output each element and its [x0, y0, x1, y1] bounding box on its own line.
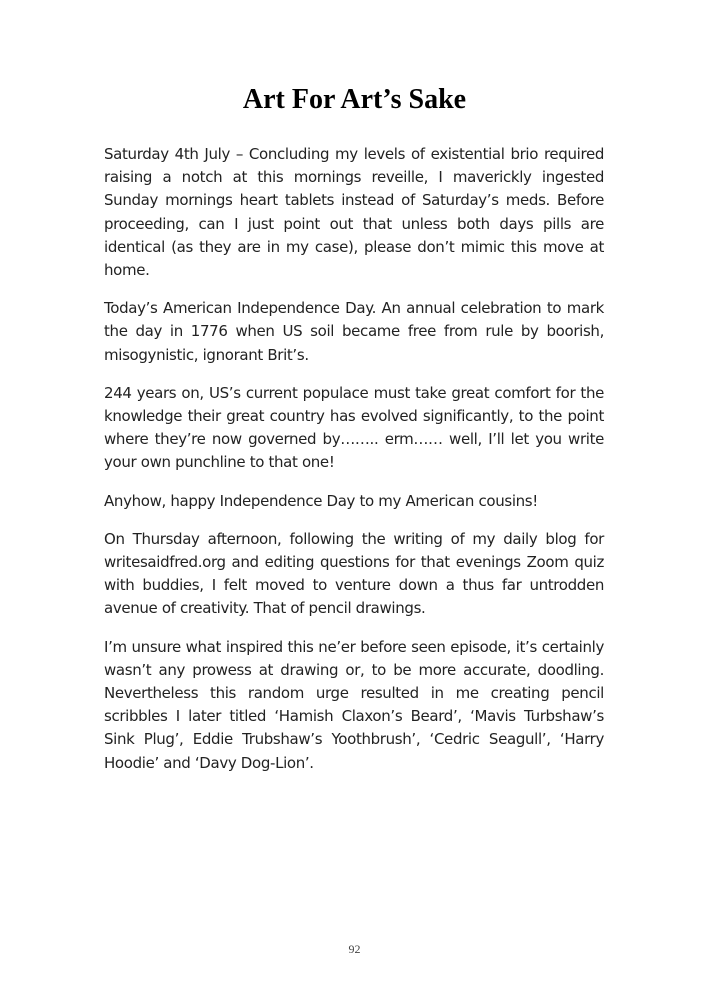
- paragraph-4: Anyhow, happy Independence Day to my American cousins!: [104, 491, 538, 510]
- paragraph-1: Saturday 4th July – Concluding my levels of existential brio required raising a notch at this mornings reveille, I maverickly ingested Sunday mornings heart tablets instead of Saturday’s meds. Before proceeding, can I just point out that unless both days pills are identical (as they are in my case), please don’t mimic this move at home.: [104, 145, 604, 280]
- paragraph-5: On Thursday afternoon, following the writing of my daily blog for writesaidfred.org and editing questions for that evenings Zoom quiz with buddies, I felt moved to venture down a thus far untrodden avenue of creativity. That of pencil drawings.: [104, 529, 604, 618]
- page-title: Art For Art’s Sake: [242, 84, 467, 115]
- paragraph-6: I’m unsure what inspired this ne’er before seen episode, it’s certainly wasn’t any prowess at drawing or, to be more accurate, doodling. Nevertheless this random urge resulted in me creating pencil scribbles I later titled ‘Hamish Claxon’s Beard’, ‘Mavis Turbshaw’s Sink Plug’, Eddie Trubshaw’s Yoothbrush’, ‘Cedric Seagull’, ‘Harry Hoodie’ and ‘Davy Dog-Lion’.: [104, 637, 604, 772]
- paragraph-3: 244 years on, US’s current populace must take great comfort for the knowledge their great country has evolved significantly, to the point where they’re now governed by…….. erm…… well, I’ll let you write your own punchline to that one!: [104, 383, 604, 472]
- page-number: 92: [348, 942, 361, 956]
- paragraph-2: Today’s American Independence Day. An annual celebration to mark the day in 1776 when US soil became free from rule by boorish, misogynistic, ignorant Brit’s.: [104, 299, 604, 364]
- body-text: [104, 143, 604, 790]
